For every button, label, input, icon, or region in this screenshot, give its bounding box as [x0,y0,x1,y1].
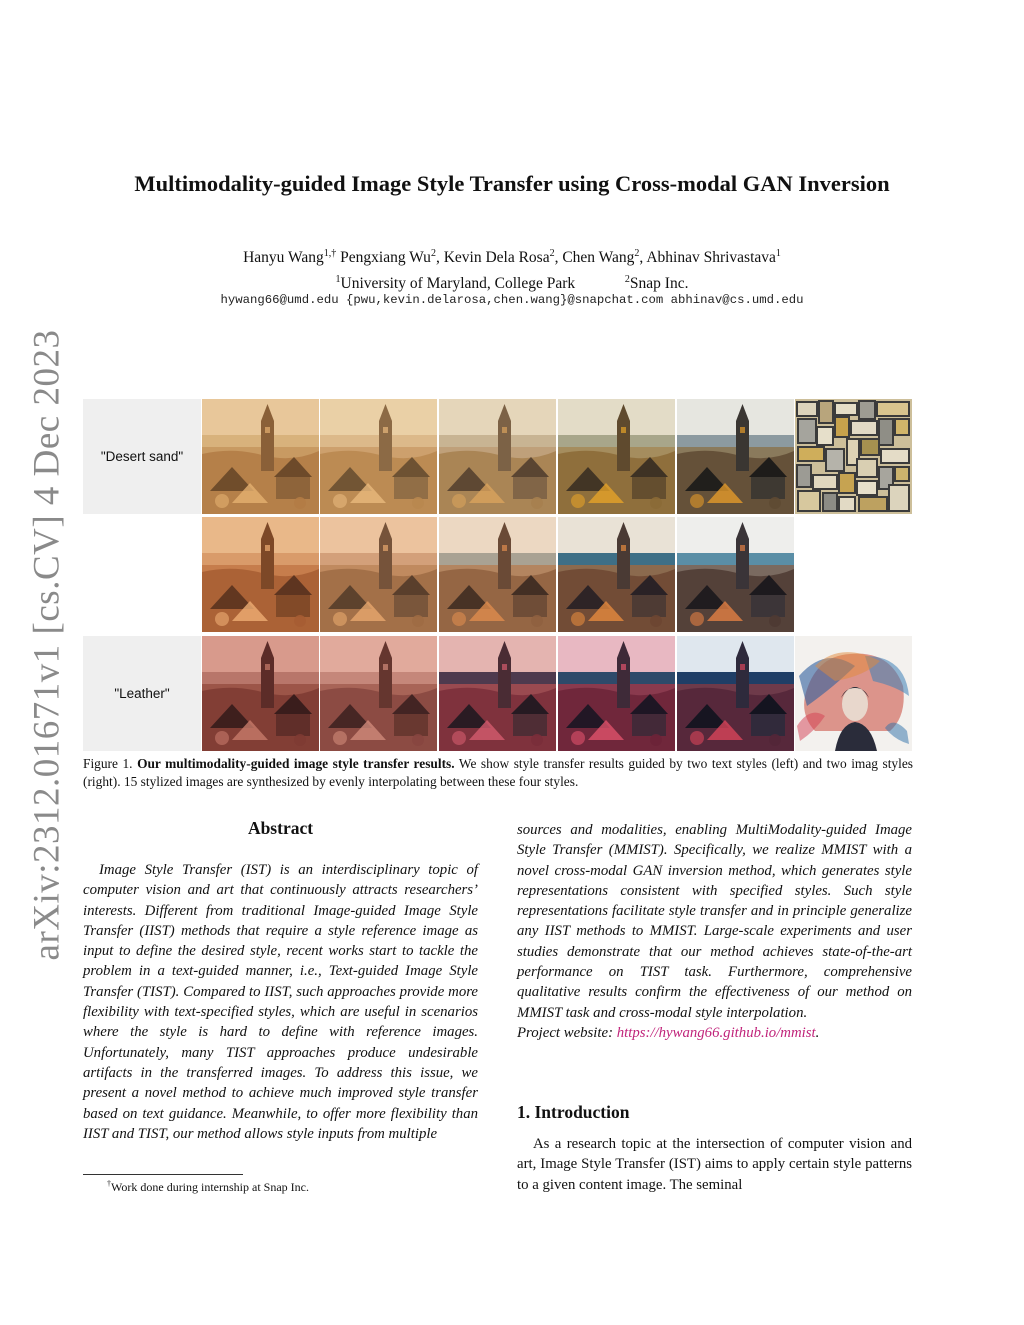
abstract-paragraph-cont: sources and modalities, enabling MultiModality-guided Image Style Transfer (MMIST). Specifically, we realize MMIST with a novel cross-modal GAN inversion method, which generates style representations consistent with specified styles. Such style representations facilitate style transfer and in principle generalize any IIST methods to MMIST. Large-scale experiments and user studies demonstrate that our method achieves state-of-the-art performance on TIST task. Furthermore, comprehensive qualitative results confirm the effectiveness of our method on MMIST task and cross-modal style interpolation. [517,822,912,1021]
footnote [107,1179,309,1195]
arxiv-stamp: arXiv:2312.01671v1 [cs.CV] 4 Dec 2023 [26,329,68,961]
paper-title: Multimodality-guided Image Style Transfer using Cross-modal GAN Inversion [134,171,890,196]
stylized-image [677,517,794,632]
stylized-image [558,517,675,632]
caption-label: Figure 1. [83,756,133,771]
author-emails: hywang66@umd.edu {pwu,kevin.delarosa,chen.wang}@snapchat.com abhinav@cs.umd.edu [220,293,804,307]
abstract-body-left [83,860,478,1144]
caption-bold: Our multimodality-guided image style transfer results. [137,756,455,771]
affiliation-snap: Snap Inc. [629,275,689,293]
author-block: Hanyu Wang$^{1,\dagger}$ Pengxiang Wu$^2$, Kevin Dela Rosa$^2$, Chen Wang$^2$, Abhinav Shrivastava$^1$ $^1$University of Maryland, College Park $^2$Snap Inc. [0,243,1024,295]
stylized-image [439,517,556,632]
style-label-desert-sand [83,399,201,514]
author-affil-mark: 1,† [323,248,337,259]
introduction-body [517,1134,912,1195]
author-name: Chen Wang [562,249,635,267]
footnote-text: Work done during internship at Snap Inc. [111,1180,309,1194]
figure-caption [83,755,913,791]
stylized-image [202,399,319,514]
introduction-paragraph: As a research topic at the intersection of computer vision and art, Image Style Transfer (IST) aims to apply certain style patterns to a given content image. The seminal [517,1136,912,1193]
project-website-link[interactable]: https://hywang66.github.io/mmist [616,1024,816,1041]
affiliations [0,269,1024,295]
style-reference-image-portrait [795,636,912,751]
abstract-heading: Abstract [247,818,314,838]
project-website-label: Project website: [517,1024,614,1041]
abstract-paragraph: Image Style Transfer (IST) is an interdisciplinary topic of computer vision and art that continuously attracts researchers’ interests. Different from traditional Image-guided Image Style Transfer (IIST) methods that require a style reference image as input to define the desired style, recent works start to tackle the problem in a text-guided manner, i.e., Text-guided Image Style Transfer (TIST). Compared to IIST, such approaches provide more flexibility with text-specified styles, which are useful in scenarios where the style is hard to define with reference images. Unfortunately, many TIST approaches produce undesirable artifacts in the transferred images. To address this issue, we present a novel method to achieve much improved style transfer based on text guidance. Meanwhile, to offer more flexibility than IIST and TIST, our method allows style inputs from multiple [83,862,478,1142]
project-website: Project website: https://hywang66.github.io/mmist. [517,1024,820,1041]
stylized-image [677,636,794,751]
affiliation-umd: University of Maryland, College Park [340,275,576,293]
stylized-image [558,636,675,751]
author-affil-mark: 2 [549,248,555,259]
stylized-image [558,399,675,514]
author-name: Kevin Dela Rosa [443,249,550,267]
footnote-mark: † [107,1179,111,1188]
style-label-text: "Leather" [114,686,170,701]
affil-mark: 2 [624,274,630,286]
introduction-heading: 1. Introduction [517,1102,630,1122]
stylized-image [320,399,437,514]
author-affil-mark: 2 [634,248,640,259]
author-name: Abhinav Shrivastava [646,249,776,267]
author-affil-mark: 1 [775,248,781,259]
caption-text: We show style transfer results guided by two text styles (left) and two imag styles (right). 15 stylized images are synthesized by evenly interpolating between these four styles. [83,756,913,789]
footnote-divider [83,1174,243,1175]
stylized-image [439,399,556,514]
author-name: Pengxiang Wu [340,249,431,267]
stylized-image [320,636,437,751]
stylized-image [320,517,437,632]
style-reference-image-mosaic [795,399,912,514]
stylized-image [439,636,556,751]
abstract-body-right [517,820,912,1043]
style-label-text: "Desert sand" [100,449,184,464]
affil-mark: 1 [335,274,341,286]
author-affil-mark: 2 [430,248,436,259]
stylized-image [677,399,794,514]
author-name: Hanyu Wang [243,249,324,267]
style-label-leather [83,636,201,751]
stylized-image [202,636,319,751]
stylized-image [202,517,319,632]
